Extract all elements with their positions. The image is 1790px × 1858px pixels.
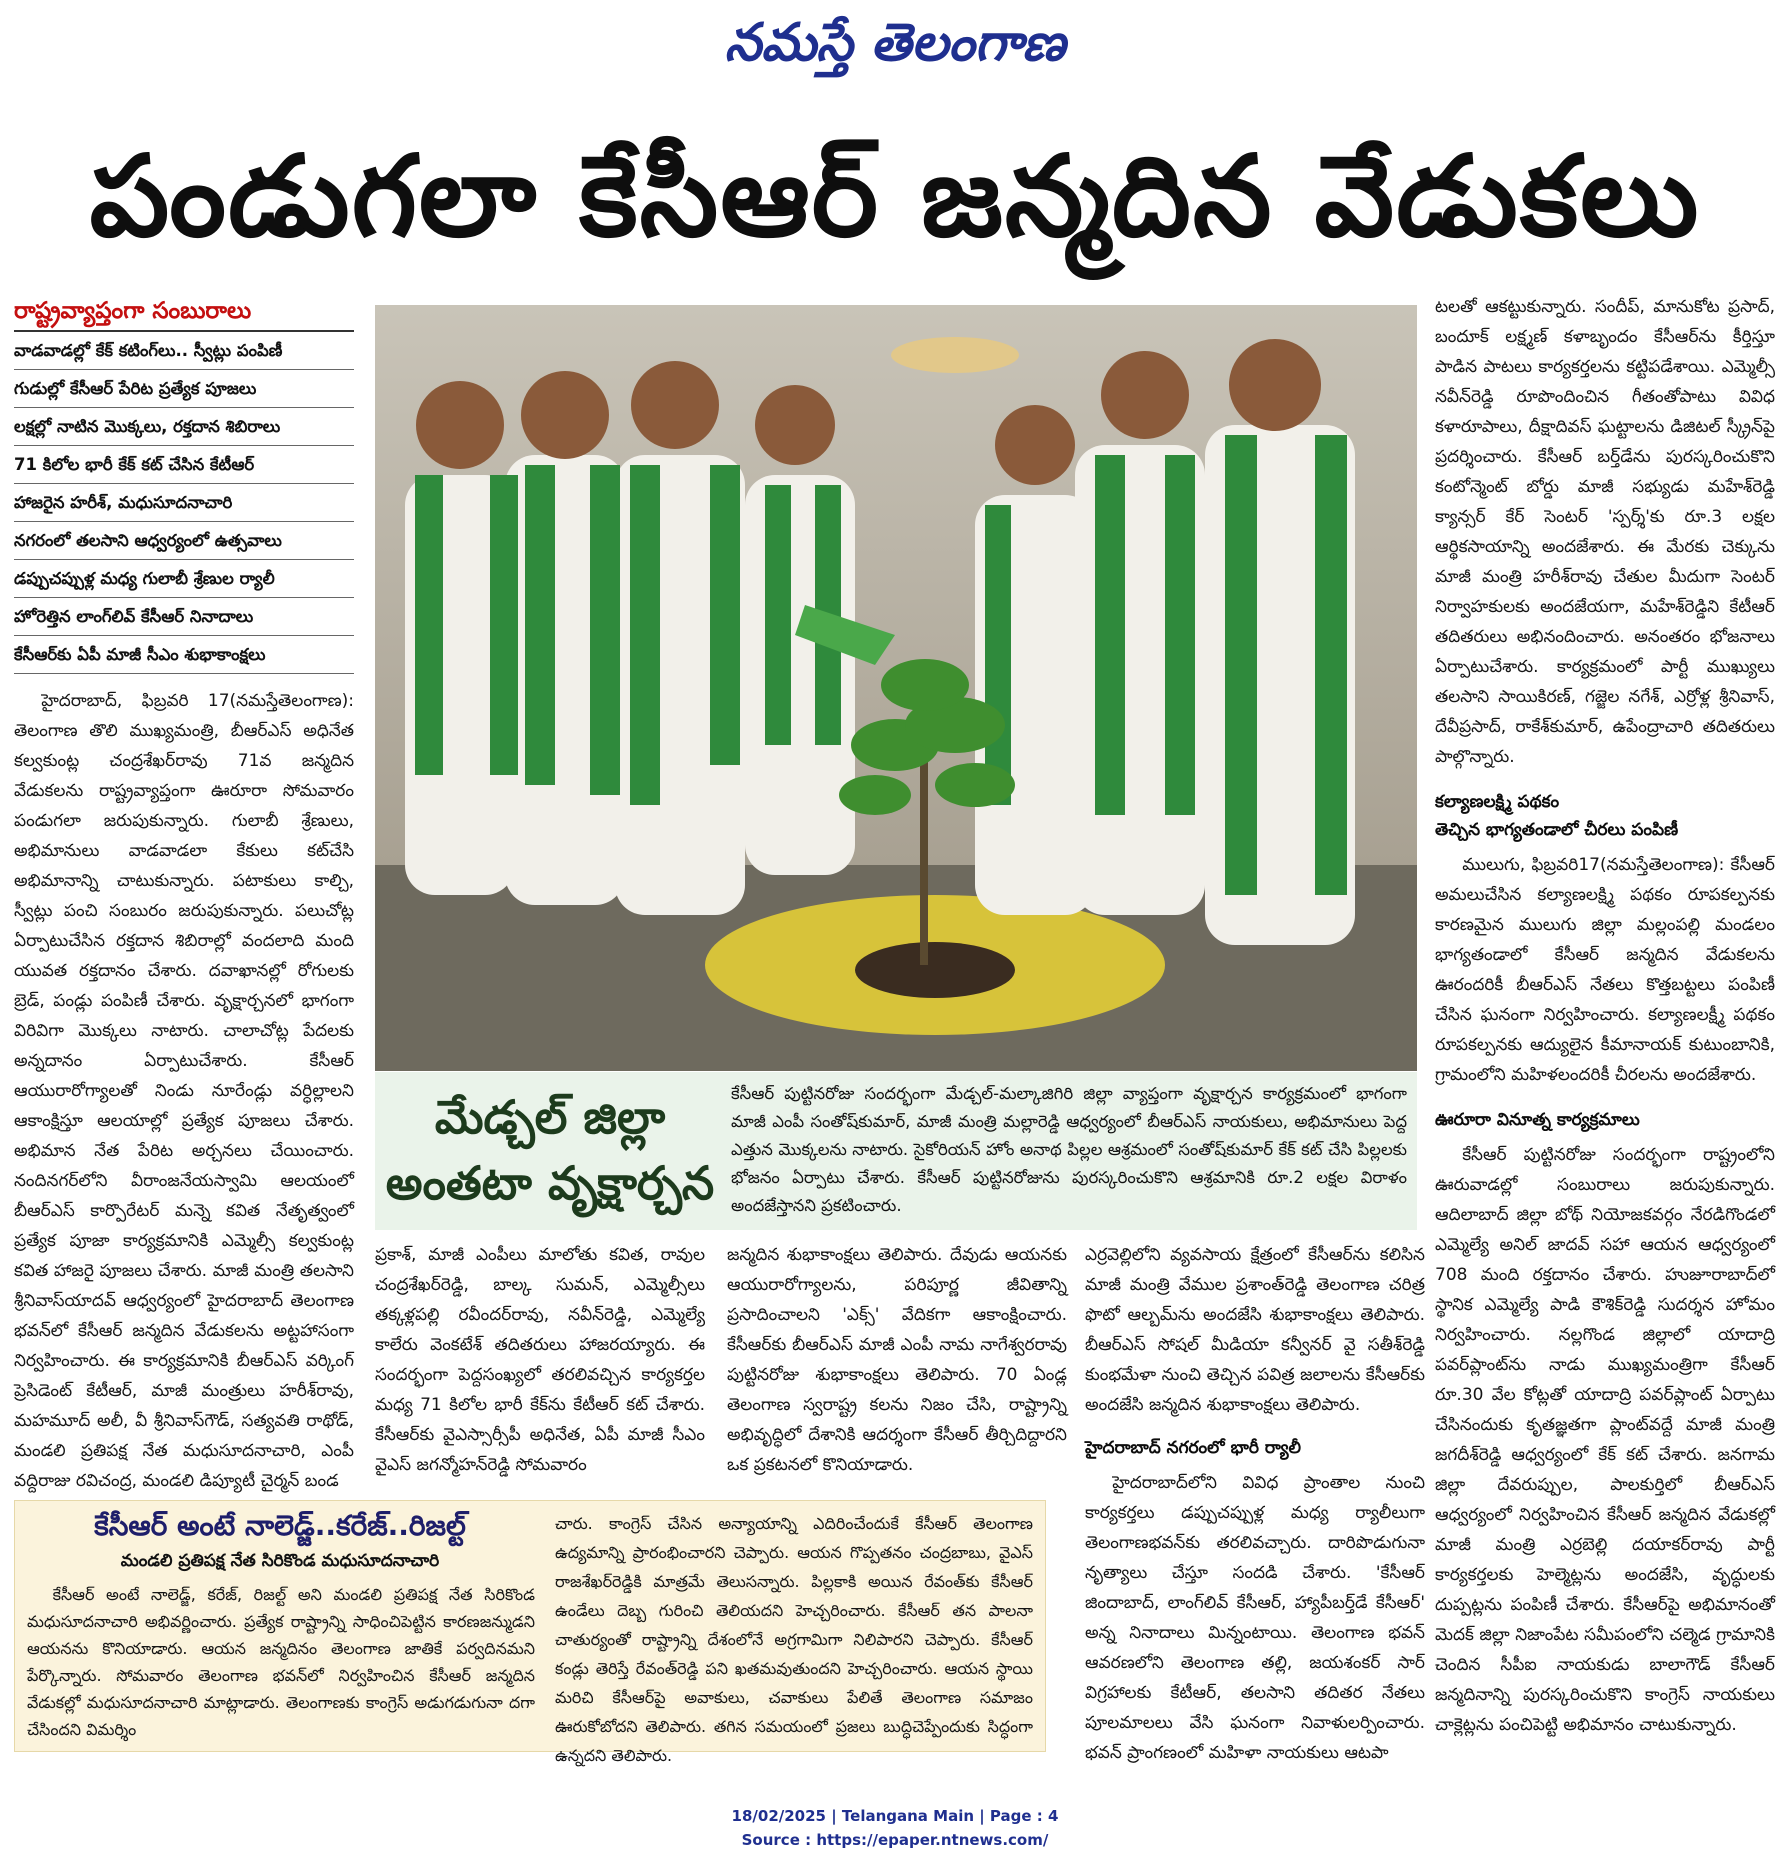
- main-headline: పండుగలా కేసీఆర్ జన్మదిన వేడుకలు: [89, 132, 1701, 262]
- section-subheading: కల్యాణలక్ష్మి పథకం: [1435, 792, 1560, 812]
- article-paragraph: టలతో ఆకట్టుకున్నారు. సందీప్, మానుకోట ప్రసాద్, బందూక్ లక్ష్మణ్ కళాబృందం కేసీఆర్‌ను కీర్తిస్తూ పాడిన పాటలు కార్యకర్తలను కట్టిపడేశాయి. ఎమ్మెల్సీ నవీన్‌రెడ్డి రూపొందించిన గీతంతోపాటు వివిధ కళారూపాలు, దీక్షాదివస్ ఘట్టాలను డిజిటల్ స్క్రీన్‌పై ప్రదర్శించారు. కేసీఆర్ బర్త్‌డేను పురస్కరించుకొని కంటోన్మెంట్ బోర్డు మాజీ సభ్యుడు మహేశ్‌రెడ్డి క్యాన్సర్ కేర్ సెంటర్ 'స్పర్శ్'కు రూ.3 లక్షల ఆర్థికసాయాన్ని అందజేశారు. ఈ మేరకు చెక్కును మాజీ మంత్రి హరీశ్‌రావు చేతుల మీదుగా సెంటర్ నిర్వాహకులకు అందజేయగా, మహేశ్‌రెడ్డిని కేటీఆర్ తదితరులు అభినందించారు. అనంతరం భోజనాలు ఏర్పాటుచేశారు. కార్యక్రమంలో పార్టీ ముఖ్యులు తలసాని సాయికిరణ్, గజ్జెల నగేశ్, ఎర్రోళ్ల శ్రీనివాస్, దేవీప్రసాద్, రాకేశ్‌కుమార్, ఉపేంద్రాచారి తదితరులు పాల్గొన్నారు.: [1435, 297, 1775, 767]
- article-paragraph: ప్రకాశ్, మాజీ ఎంపీలు మాలోతు కవిత, రావుల చంద్రశేఖర్‌రెడ్డి, బాల్క సుమన్, ఎమ్మెల్సీలు తక్కళ్లపల్లి రవీందర్‌రావు, నవీన్‌రెడ్డి, ఎమ్మెల్యే కాలేరు వెంకటేశ్ తదితరులు హాజరయ్యారు. ఈ సందర్భంగా పెద్దసంఖ్యలో తరలివచ్చిన కార్యకర్తల మధ్య 71 కిలోల భారీ కేక్‌ను కేటీఆర్ కట్ చేశారు. కేసీఆర్‌కు వైఎస్సార్సీపీ అధినేత, ఏపీ మాజీ సీఎం వైఎస్ జగన్మోహన్‌రెడ్డి సోమవారం: [375, 1245, 705, 1475]
- kcr-quote-box: [14, 1500, 1046, 1765]
- article-paragraph: చారు. కాంగ్రెస్ చేసిన అన్యాయాన్ని ఎదిరించేందుకే కేసీఆర్ తెలంగాణ ఉద్యమాన్ని ప్రారంభించారని చెప్పారు. ఆయన గొప్పతనం చంద్రబాబు, వైఎస్ రాజశేఖర్‌రెడ్డికి మాత్రమే తెలుసన్నారు. పిల్లకాకి అయిన రేవంత్‌కు కేసీఆర్ ఉండేలు దెబ్బ గురించి తెలియదని హెచ్చరించారు. కేసీఆర్ తన పాలనా చాతుర్యంతో రాష్ట్రాన్ని దేశంలోనే అగ్రగామిగా నిలిపారని చెప్పారు. కేసీఆర్ కండ్లు తెరిస్తే రేవంత్‌రెడ్డి పని ఖతమవుతుందని హెచ్చరించారు. ఆయన స్థాయి మరిచి కేసీఆర్‌పై అవాకులు, చవాకులు పేలితే తెలంగాణ సమాజం ఊరుకోబోదని తెలిపారు. తగిన సమయంలో ప్రజలు బుద్ధిచెప్పేందుకు సిద్ధంగా ఉన్నదని తెలిపారు.: [555, 1514, 1033, 1765]
- article-paragraph: హైదరాబాద్, ఫిబ్రవరి 17(నమస్తేతెలంగాణ): తెలంగాణ తొలి ముఖ్యమంత్రి, బీఆర్‌ఎస్ అధినేత కల్వకుంట్ల చంద్రశేఖర్‌రావు 71వ జన్మదిన వేడుకలను రాష్ట్రవ్యాప్తంగా ఊరూరా సోమవారం పండుగలా జరుపుకున్నారు. గులాబీ శ్రేణులు, అభిమానులు వాడవాడలా కేకులు కట్‌చేసి అభిమానాన్ని చాటుకున్నారు. పటాకులు కాల్చి, స్వీట్లు పంచి సంబురం జరుపుకున్నారు. పలుచోట్ల ఏర్పాటుచేసిన రక్తదాన శిబిరాల్లో వందలాది మంది యువత రక్తదానం చేశారు. దవాఖానల్లో రోగులకు బ్రెడ్, పండ్లు పంపిణీ చేశారు. వృక్షార్చనలో భాగంగా విరివిగా మొక్కలు నాటారు. చాలాచోట్ల పేదలకు అన్నదానం ఏర్పాటుచేశారు. కేసీఆర్ ఆయురారోగ్యాలతో నిండు నూరేండ్లు వర్ధిల్లాలని ఆకాంక్షిస్తూ ఆలయాల్లో ప్రత్యేక పూజలు చేశారు. అభిమాన నేత పేరిట అర్చనలు చేయించారు. నందినగర్‌లోని వీరాంజనేయస్వామి ఆలయంలో బీఆర్‌ఎస్ కార్పొరేటర్ మన్నె కవిత నేతృత్వంలో ప్రత్యేక పూజా కార్యక్రమానికి ఎమ్మెల్సీ కల్వకుంట్ల కవిత హాజరై పూజలు చేశారు. మాజీ మంత్రి తలసాని శ్రీనివాస్‌యాదవ్ ఆధ్వర్యంలో హైదరాబాద్ తెలంగాణ భవన్‌లో కేసీఆర్ జన్మదిన వేడుకలను అట్టహాసంగా నిర్వహించారు. ఈ కార్యక్రమానికి బీఆర్‌ఎస్ వర్కింగ్ ప్రెసిడెంట్ కేటీఆర్, మాజీ మంత్రులు హరీశ్‌రావు, మహమూద్ అలీ, వీ శ్రీనివాస్‌గౌడ్, సత్యవతి రాథోడ్, మండలి ప్రతిపక్ష నేత మధుసూదనాచారి, ఎంపీ వద్దిరాజు రవిచంద్ర, మండలి డిప్యూటీ చైర్మన్ బండ: [14, 691, 354, 1491]
- page-footer-date: 18/02/2025 | Telangana Main | Page : 4: [731, 1807, 1059, 1825]
- kcr-box-column-2: [555, 1509, 1033, 1765]
- photo-caption-heading: [385, 1084, 715, 1220]
- caption-heading-line: అంతటా వృక్షార్చన: [385, 1156, 715, 1210]
- section-subheading: ఊరూరా వినూత్న కార్యక్రమాలు: [1435, 1110, 1640, 1130]
- highlight-item: కేసీఆర్‌కు ఏపీ మాజీ సీఎం శుభాకాంక్షలు: [14, 636, 354, 674]
- article-paragraph: ఎర్రవెల్లిలోని వ్యవసాయ క్షేత్రంలో కేసీఆర్‌ను కలిసిన మాజీ మంత్రి వేముల ప్రశాంత్‌రెడ్డి తెలంగాణ చరిత్ర ఫొటో ఆల్బమ్‌ను అందజేసి శుభాకాంక్షలు తెలిపారు. బీఆర్‌ఎస్ సోషల్ మీడియా కన్వీనర్ వై సతీశ్‌రెడ్డి కుంభమేళా నుంచి తెచ్చిన పవిత్ర జలాలను కేసీఆర్‌కు అందజేసి జన్మదిన శుభాకాంక్షలు తెలిపారు.: [1085, 1245, 1425, 1415]
- article-column-4: [1085, 1240, 1425, 1800]
- photo-illustration: [375, 305, 1417, 1071]
- section-subheading: హైదరాబాద్ నగరంలో భారీ ర్యాలీ: [1085, 1438, 1301, 1458]
- highlight-item: లక్షల్లో నాటిన మొక్కలు, రక్తదాన శిబిరాలు: [14, 408, 354, 446]
- article-column-right: [1435, 292, 1775, 1802]
- kcr-box-subtitle: మండలి ప్రతిపక్ష నేత సిరికొండ మధుసూదనాచారి: [120, 1551, 440, 1571]
- highlight-item: వాడవాడల్లో కేక్ కటింగ్‌లు.. స్వీట్లు పంపిణీ: [14, 332, 354, 370]
- highlight-item: గుడుల్లో కేసీఆర్ పేరిట ప్రత్యేక పూజలు: [14, 370, 354, 408]
- masthead-logo: నమస్తే తెలంగాణ: [724, 12, 1066, 73]
- article-paragraph: కేసీఆర్ అంటే నాలెడ్జ్, కరేజ్, రిజల్ట్ అని మండలి ప్రతిపక్ష నేత సిరికొండ మధుసూదనాచారి అభివర్ణించారు. ప్రత్యేక రాష్ట్రాన్ని సాధించిపెట్టిన కారణజన్ముడని ఆయనను కొనియాడారు. ఆయన జన్మదినం తెలంగాణ జాతికే పర్వదినమని పేర్కొన్నారు. సోమవారం తెలంగాణ భవన్‌లో నిర్వహించిన కేసీఆర్ జన్మదిన వేడుకల్లో మధుసూదనాచారి మాట్లాడారు. తెలంగాణకు కాంగ్రెస్ అడుగడుగునా దగా చేసిందని విమర్శిం: [27, 1585, 535, 1739]
- article-column-2: [375, 1240, 705, 1480]
- page-footer-source: Source : https://epaper.ntnews.com/: [741, 1831, 1049, 1849]
- highlight-item: నగరంలో తలసాని ఆధ్వర్యంలో ఉత్సవాలు: [14, 522, 354, 560]
- kcr-box-column-1: [27, 1581, 535, 1745]
- highlight-item: 71 కిలోల భారీ కేక్ కట్ చేసిన కేటీఆర్: [14, 446, 354, 484]
- photo-caption-text: కేసీఆర్ పుట్టినరోజు సందర్భంగా మేడ్చల్-మల్కాజిగిరి జిల్లా వ్యాప్తంగా వృక్షార్చన కార్యక్రమంలో భాగంగా మాజీ ఎంపీ సంతోష్‌కుమార్, మాజీ మంత్రి మల్లారెడ్డి ఆధ్వర్యంలో బీఆర్‌ఎస్ నాయకులు, అభిమానులు పెద్ద ఎత్తున మొక్కలను నాటారు. సైకోరియన్ హోం అనాథ పిల్లల ఆశ్రమంలో సంతోష్‌కుమార్ కేక్ కట్ చేసి పిల్లలకు భోజనం ఏర్పాటు చేశారు. కేసీఆర్ పుట్టినరోజును పురస్కరించుకొని ఆశ్రమానికి రూ.2 లక్షల విరాళం అందజేస్తానని ప్రకటించారు.: [731, 1084, 1407, 1215]
- caption-heading-line: మేడ్చల్ జిల్లా: [434, 1090, 666, 1144]
- article-paragraph: హైదరాబాద్‌లోని వివిధ ప్రాంతాల నుంచి కార్యకర్తలు డప్పుచప్పుళ్ల మధ్య ర్యాలీలుగా తెలంగాణభవన్‌కు తరలివచ్చారు. దారిపొడుగునా నృత్యాలు చేస్తూ సందడి చేశారు. 'కేసీఆర్ జిందాబాద్, లాంగ్‌లివ్ కేసీఆర్, హ్యాపీబర్త్‌డే కేసీఆర్' అన్న నినాదాలు మిన్నంటాయి. తెలంగాణ భవన్ ఆవరణలోని తెలంగాణ తల్లి, జయశంకర్ సార్ విగ్రహాలకు కేటీఆర్, తలసాని తదితర నేతలు పూలమాలలు వేసి ఘనంగా నివాళులర్పించారు. భవన్ ప్రాంగణంలో మహిళా నాయకులు ఆటపా: [1085, 1473, 1425, 1763]
- article-paragraph: జన్మదిన శుభాకాంక్షలు తెలిపారు. దేవుడు ఆయనకు ఆయురారోగ్యాలను, పరిపూర్ణ జీవితాన్ని ప్రసాదించాలని 'ఎక్స్' వేదికగా ఆకాంక్షించారు. కేసీఆర్‌కు బీఆర్‌ఎస్ మాజీ ఎంపీ నామ నాగేశ్వరరావు పుట్టినరోజు శుభాకాంక్షలు తెలిపారు. 70 ఏండ్ల తెలంగాణ స్వరాష్ట్ర కలను నిజం చేసి, రాష్ట్రాన్ని అభివృద్ధిలో దేశానికి ఆదర్శంగా కేసీఆర్ తీర్చిదిద్దారని ఒక ప్రకటనలో కొనియాడారు.: [727, 1245, 1067, 1475]
- article-column-3: [727, 1240, 1067, 1480]
- highlight-item: డప్పుచప్పుళ్ల మధ్య గులాబీ శ్రేణుల ర్యాలీ: [14, 560, 354, 598]
- highlight-item: హోరెత్తిన లాంగ్‌లివ్ కేసీఆర్ నినాదాలు: [14, 598, 354, 636]
- section-subheading: తెచ్చిన భాగ్యతండాలో చీరలు పంపిణీ: [1435, 820, 1679, 840]
- highlight-item: హాజరైన హరీశ్, మధుసూదనాచారి: [14, 484, 354, 522]
- article-paragraph: ములుగు, ఫిబ్రవరి17(నమస్తేతెలంగాణ): కేసీఆర్ అమలుచేసిన కల్యాణలక్ష్మి పథకం రూపకల్పనకు కారణమైన ములుగు జిల్లా మల్లంపల్లి మండలం భాగ్యతండాలో కేసీఆర్ జన్మదిన వేడుకలను ఊరందరికీ బీఆర్‌ఎస్ నేతలు కొత్తబట్టలు పంపిణీ చేసిన ఘనంగా నిర్వహించారు. కల్యాణలక్ష్మీ పథకం రూపకల్పనకు ఆద్యులైన కీమానాయక్ కుటుంబానికి, గ్రామంలోని మహిళలందరికీ చీరలను అందజేశారు.: [1435, 855, 1775, 1085]
- article-paragraph: కేసీఆర్ పుట్టినరోజు సందర్భంగా రాష్ట్రంలోని ఊరువాడల్లో సంబురాలు జరుపుకున్నారు. ఆదిలాబాద్ జిల్లా బోథ్ నియోజకవర్గం నేరడిగొండలో ఎమ్మెల్యే అనిల్ జాదవ్ సహా ఆయన ఆధ్వర్యంలో 708 మంది రక్తదానం చేశారు. హుజూరాబాద్‌లో స్థానిక ఎమ్మెల్యే పాడి కౌశిక్‌రెడ్డి సుదర్శన హోమం నిర్వహించారు. నల్లగొండ జిల్లాలో యాదాద్రి పవర్‌ప్లాంట్‌ను నాడు ముఖ్యమంత్రిగా కేసీఆర్ రూ.30 వేల కోట్లతో యాదాద్రి పవర్‌ప్లాంట్ ఏర్పాటు చేసినందుకు కృతజ్ఞతగా ప్లాంట్‌వద్దే మాజీ మంత్రి జగదీశ్‌రెడ్డి ఆధ్వర్యంలో కేక్ కట్ చేశారు. జనగామ జిల్లా దేవరుప్పుల, పాలకుర్తిలో బీఆర్‌ఎస్ ఆధ్వర్యంలో నిర్వహించిన కేసీఆర్ జన్మదిన వేడుకల్లో మాజీ మంత్రి ఎర్రబెల్లి దయాకర్‌రావు పార్టీ కార్యకర్తలకు హెల్మెట్లను అందజేసి, వృద్ధులకు దుప్పట్లను పంపిణీ చేశారు. కేసీఆర్‌పై అభిమానంతో మెదక్ జిల్లా నిజాంపేట సమీపంలోని చల్మెడ గ్రామానికి చెందిన సీపీఐ నాయకుడు బాలాగౌడ్ కేసీఆర్ జన్మదినాన్ని పురస్కరించుకొని కాంగ్రెస్ నాయకులు చాక్లెట్లను పంచిపెట్టి అభిమానం చాటుకున్నారు.: [1435, 1145, 1775, 1735]
- article-column-1: [14, 686, 354, 1492]
- highlights-box: [14, 292, 354, 674]
- photo-caption-box: [375, 1072, 1417, 1230]
- highlights-title: రాష్ట్రవ్యాప్తంగా సంబురాలు: [14, 292, 354, 332]
- kcr-box-title: కేసీఆర్ అంటే నాలెడ్జ్..కరేజ్..రిజల్ట్: [94, 1509, 466, 1542]
- tree-planting-photo: [375, 305, 1417, 1071]
